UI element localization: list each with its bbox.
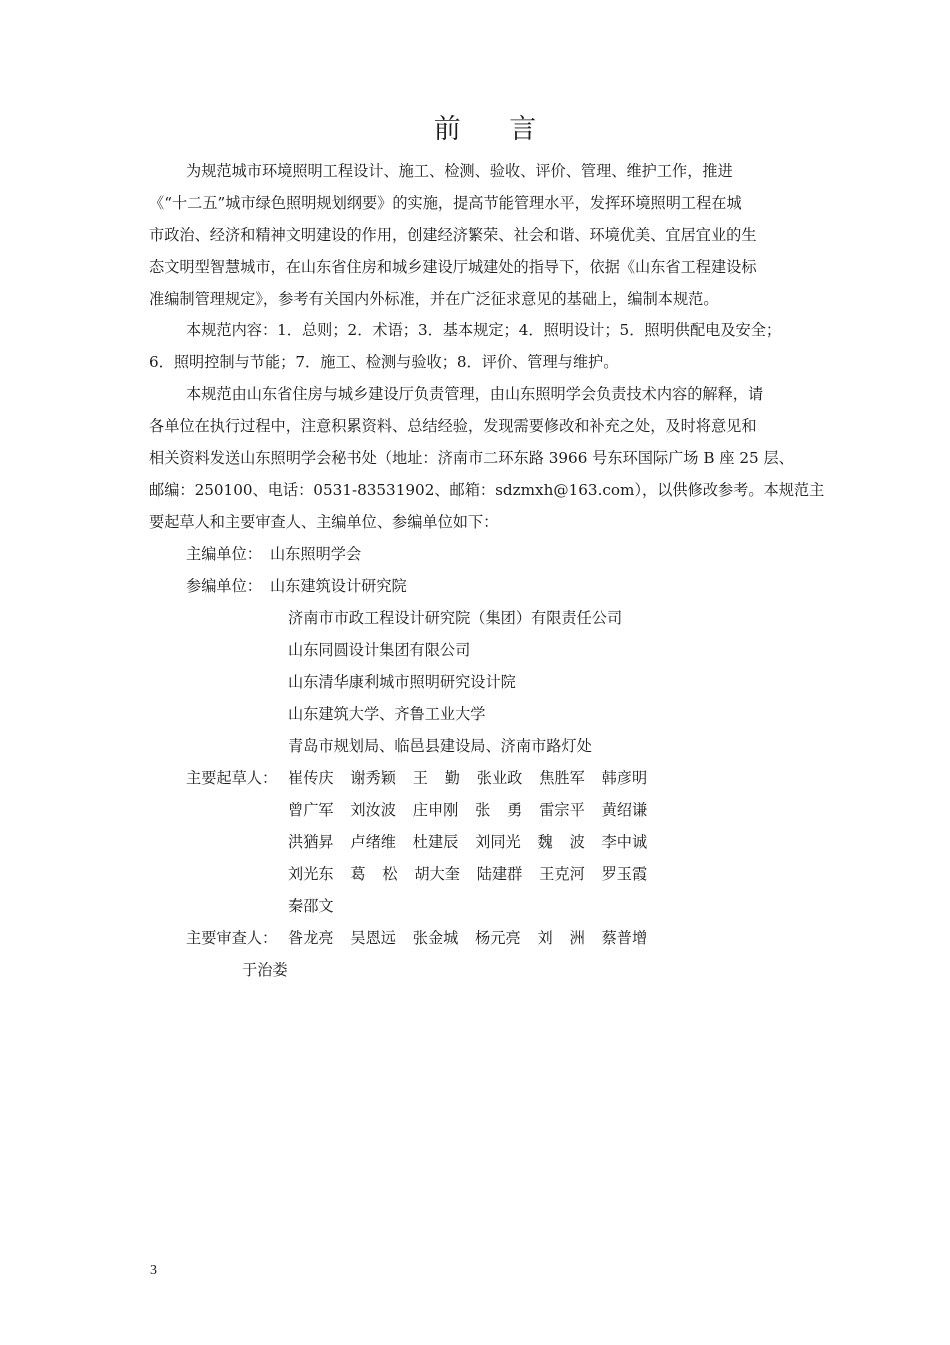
drafters-line: 秦邵文 xyxy=(288,897,334,915)
participating-unit: 山东同圆设计集团有限公司 xyxy=(288,641,471,659)
reviewers-label: 主要审查人： xyxy=(186,929,278,947)
paragraph-line: 各单位在执行过程中，注意积累资料、总结经验，发现需要修改和补充之处，及时将意见和 xyxy=(149,417,757,435)
reviewers-list xyxy=(288,922,647,954)
paragraph-line: 本规范内容：1．总则；2．术语；3．基本规定；4．照明设计；5．照明供配电及安全； xyxy=(186,321,782,339)
paragraph-line: 要起草人和主要审查人、主编单位、参编单位如下： xyxy=(149,513,499,531)
chief-unit-value: 山东照明学会 xyxy=(270,545,362,563)
participating-units-label: 参编单位： xyxy=(186,577,262,595)
drafters-line: 曾广军 刘汝波 庄申刚 张 勇 雷宗平 黄绍谦 xyxy=(288,801,648,819)
drafters-list xyxy=(288,762,647,922)
paragraph-line: 准编制管理规定》，参考有关国内外标准，并在广泛征求意见的基础上，编制本规范。 xyxy=(149,290,719,308)
management-paragraph xyxy=(149,378,829,538)
paragraph-line: 为规范城市环境照明工程设计、施工、检测、验收、评价、管理、维护工作，推进 xyxy=(186,162,733,180)
paragraph-line: 相关资料发送山东照明学会秘书处（地址：济南市二环东路 3966 号东环国际广场 B 座 25 层、 xyxy=(149,449,794,467)
contents-paragraph xyxy=(149,314,829,378)
intro-paragraph xyxy=(149,155,829,315)
paragraph-line: 《“十二五”城市绿色照明规划纲要》的实施，提高节能管理水平，发挥环境照明工程在城 xyxy=(149,194,742,212)
paragraph-line: 本规范由山东省住房与城乡建设厅负责管理，由山东照明学会负责技术内容的解释，请 xyxy=(186,385,764,403)
reviewers-last-line: 于治娄 xyxy=(242,961,288,979)
page-number: 3 xyxy=(150,1263,157,1278)
participating-unit: 山东建筑大学、齐鲁工业大学 xyxy=(288,705,486,723)
paragraph-line: 态文明型智慧城市，在山东省住房和城乡建设厅城建处的指导下，依据《山东省工程建设标 xyxy=(149,258,757,276)
paragraph-line: 6．照明控制与节能；7．施工、检测与验收；8．评价、管理与维护。 xyxy=(149,353,619,371)
paragraph-line: 邮编：250100、电话：0531-83531902、邮箱：sdzmxh@163.com），以供修改参考。本规范主 xyxy=(149,481,825,499)
participating-unit: 山东清华康利城市照明研究设计院 xyxy=(288,673,516,691)
page-title: 前 言 xyxy=(433,114,557,145)
drafters-line: 洪猶昇 卢绪维 杜建辰 刘同光 魏 波 李中诚 xyxy=(288,833,648,851)
drafters-line: 刘光东 葛 松 胡大奎 陆建群 王克河 罗玉霞 xyxy=(288,865,648,883)
participating-unit: 山东建筑设计研究院 xyxy=(270,577,407,595)
chief-unit-label: 主编单位： xyxy=(186,545,262,563)
participating-unit: 济南市市政工程设计研究院（集团）有限责任公司 xyxy=(288,609,623,627)
reviewers-line: 昝龙亮 吴恩远 张金城 杨元亮 刘 洲 蔡普增 xyxy=(288,929,648,947)
drafters-label: 主要起草人： xyxy=(186,769,278,787)
drafters-line: 崔传庆 谢秀颖 王 勤 张业政 焦胜军 韩彦明 xyxy=(288,769,648,787)
paragraph-line: 市政治、经济和精神文明建设的作用，创建经济繁荣、社会和谐、环境优美、宜居宜业的生 xyxy=(149,226,757,244)
participating-unit: 青岛市规划局、临邑县建设局、济南市路灯处 xyxy=(288,737,592,755)
